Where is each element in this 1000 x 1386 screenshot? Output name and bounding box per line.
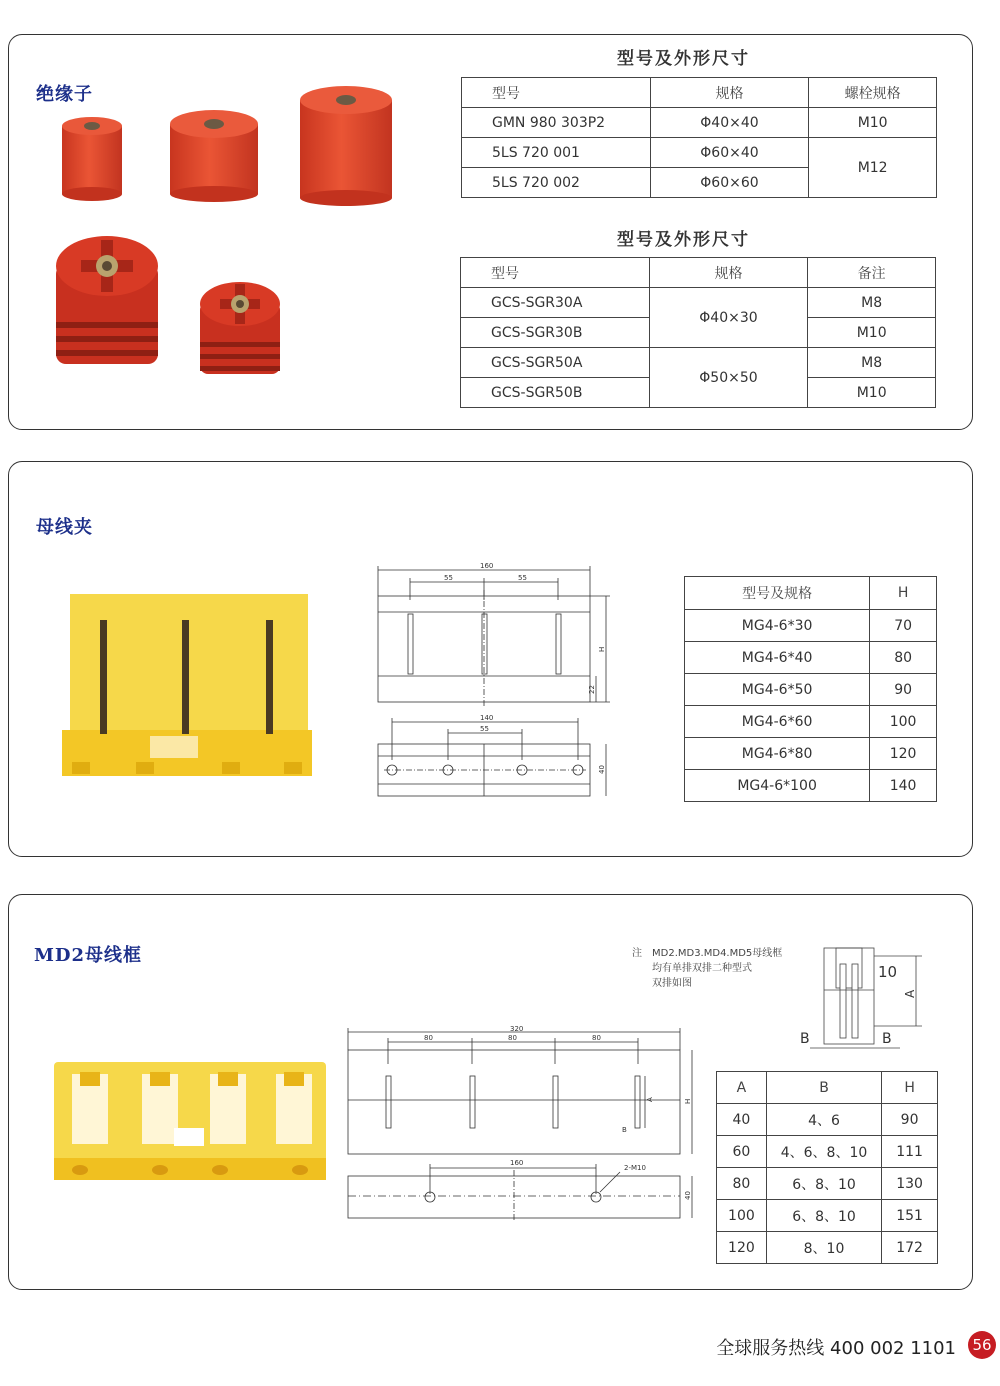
header-model: 型号: [461, 258, 650, 288]
header-bolt: 螺栓规格: [809, 78, 937, 108]
cell-spec: Φ60×60: [650, 168, 809, 198]
insulator-table-1: [461, 77, 937, 198]
dim-d1-top: 55: [444, 574, 453, 582]
cell-note: M10: [808, 318, 936, 348]
table-header-row: [685, 577, 937, 610]
table-row: [461, 348, 936, 378]
table-header-row: [461, 258, 936, 288]
header-model: 型号: [462, 78, 651, 108]
table-row: [717, 1104, 938, 1136]
cell-model: MG4-6*50: [685, 674, 870, 706]
cell-spec: Φ50×50: [649, 348, 808, 408]
busbar-clamp-photo: [62, 590, 312, 780]
double-row-detail-drawing: [790, 944, 930, 1054]
cell-h: 70: [870, 610, 937, 642]
table1-caption: 型号及外形尺寸: [617, 49, 750, 69]
table-row: [462, 138, 937, 168]
cell-h: 151: [882, 1200, 938, 1232]
header-note: 备注: [808, 258, 936, 288]
cell-h: 80: [870, 642, 937, 674]
cell-a: 120: [717, 1232, 767, 1264]
service-hotline: 全球服务热线 400 002 1101: [716, 1338, 956, 1359]
detail-dim-b1: B: [800, 1031, 810, 1047]
table-header-row: [717, 1072, 938, 1104]
table-row: [717, 1200, 938, 1232]
busbar-frame-section-title: MD2母线框: [34, 945, 143, 966]
page-number-badge: 56: [968, 1331, 996, 1359]
header-b: B: [766, 1072, 881, 1104]
cell-note: M8: [808, 288, 936, 318]
busbar-frame-note: [632, 946, 782, 991]
table-row: [685, 738, 937, 770]
dim-h-top: H: [598, 646, 606, 652]
table-row: [685, 706, 937, 738]
table-row: [717, 1232, 938, 1264]
cell-model: MG4-6*30: [685, 610, 870, 642]
cell-b: 4、6: [766, 1104, 881, 1136]
detail-dim-b2: B: [882, 1031, 892, 1047]
busbar-frame-drawing: [340, 1024, 700, 1224]
insulator-large: [300, 86, 392, 206]
cell-spec: Φ40×30: [649, 288, 808, 348]
cell-b: 6、8、10: [766, 1200, 881, 1232]
table-row: [685, 610, 937, 642]
frame-dim-b: B: [622, 1126, 627, 1134]
frame-dim-bottom-h: 40: [684, 1191, 692, 1200]
dim-d1-bottom: 55: [480, 725, 489, 733]
table2-caption: 型号及外形尺寸: [617, 230, 750, 250]
frame-dim-total: 320: [510, 1025, 524, 1033]
header-h: H: [870, 577, 937, 610]
cell-b: 4、6、8、10: [766, 1136, 881, 1168]
table-row: [717, 1136, 938, 1168]
insulator-medium: [170, 110, 258, 202]
header-spec: 规格: [650, 78, 809, 108]
dim-total-top: 160: [480, 562, 494, 570]
cell-h: 111: [882, 1136, 938, 1168]
frame-dim-h: H: [684, 1098, 692, 1104]
insulator-photos: [50, 84, 410, 384]
cell-model: MG4-6*100: [685, 770, 870, 802]
cell-model: MG4-6*40: [685, 642, 870, 674]
cell-model: MG4-6*80: [685, 738, 870, 770]
header-spec: 规格: [649, 258, 808, 288]
detail-dim-a: A: [903, 989, 917, 998]
cell-a: 40: [717, 1104, 767, 1136]
frame-dim-d1: 80: [424, 1034, 433, 1042]
table-row: [462, 108, 937, 138]
insulator-section-title: 绝缘子: [36, 84, 93, 105]
cell-model: 5LS 720 002: [462, 168, 651, 198]
table-header-row: [462, 78, 937, 108]
dim-h-bottom: 40: [598, 765, 606, 774]
cell-b: 6、8、10: [766, 1168, 881, 1200]
insulator-ribbed-large: [56, 236, 158, 364]
busbar-clamp-drawing: [370, 560, 620, 805]
insulator-table-2: [460, 257, 936, 408]
frame-dim-bottom-total: 160: [510, 1159, 524, 1167]
frame-dim-d3: 80: [592, 1034, 601, 1042]
cell-a: 100: [717, 1200, 767, 1232]
dim-d2-top: 55: [518, 574, 527, 582]
cell-a: 60: [717, 1136, 767, 1168]
cell-model: GCS-SGR30A: [461, 288, 650, 318]
dim-total-bottom: 140: [480, 714, 494, 722]
table-row: [717, 1168, 938, 1200]
table-row: [685, 674, 937, 706]
cell-spec: Φ40×40: [650, 108, 809, 138]
insulator-ribbed-small: [200, 282, 280, 374]
detail-dim-10: 10: [878, 963, 898, 981]
table-row: [461, 288, 936, 318]
frame-dim-a: A: [646, 1097, 654, 1102]
cell-h: 100: [870, 706, 937, 738]
note-line-2: 均有单排双排二种型式: [652, 963, 752, 974]
cell-spec: Φ60×40: [650, 138, 809, 168]
cell-model: GCS-SGR50A: [461, 348, 650, 378]
insulator-small: [62, 117, 122, 201]
cell-h: 140: [870, 770, 937, 802]
note-line-1: 注 MD2.MD3.MD4.MD5母线框: [632, 948, 783, 959]
cell-h: 172: [882, 1232, 938, 1264]
header-model: 型号及规格: [685, 577, 870, 610]
dim-base-top: 22: [588, 685, 596, 694]
cell-h: 90: [882, 1104, 938, 1136]
cell-bolt: M10: [809, 108, 937, 138]
cell-model: GMN 980 303P2: [462, 108, 651, 138]
cell-h: 130: [882, 1168, 938, 1200]
table-row: [685, 770, 937, 802]
cell-model: MG4-6*60: [685, 706, 870, 738]
frame-dim-hole: 2-M10: [624, 1164, 646, 1172]
busbar-frame-table: [716, 1071, 938, 1264]
frame-dim-d2: 80: [508, 1034, 517, 1042]
header-a: A: [717, 1072, 767, 1104]
cell-h: 90: [870, 674, 937, 706]
cell-note: M10: [808, 378, 936, 408]
cell-bolt: M12: [809, 138, 937, 198]
header-h: H: [882, 1072, 938, 1104]
cell-model: 5LS 720 001: [462, 138, 651, 168]
busbar-clamp-table: [684, 576, 937, 802]
cell-a: 80: [717, 1168, 767, 1200]
cell-h: 120: [870, 738, 937, 770]
busbar-clamp-section-title: 母线夹: [36, 517, 93, 538]
cell-model: GCS-SGR30B: [461, 318, 650, 348]
table-row: [685, 642, 937, 674]
cell-b: 8、10: [766, 1232, 881, 1264]
busbar-frame-photo: [50, 1058, 330, 1186]
cell-model: GCS-SGR50B: [461, 378, 650, 408]
note-line-3: 双排如图: [652, 978, 692, 989]
cell-note: M8: [808, 348, 936, 378]
